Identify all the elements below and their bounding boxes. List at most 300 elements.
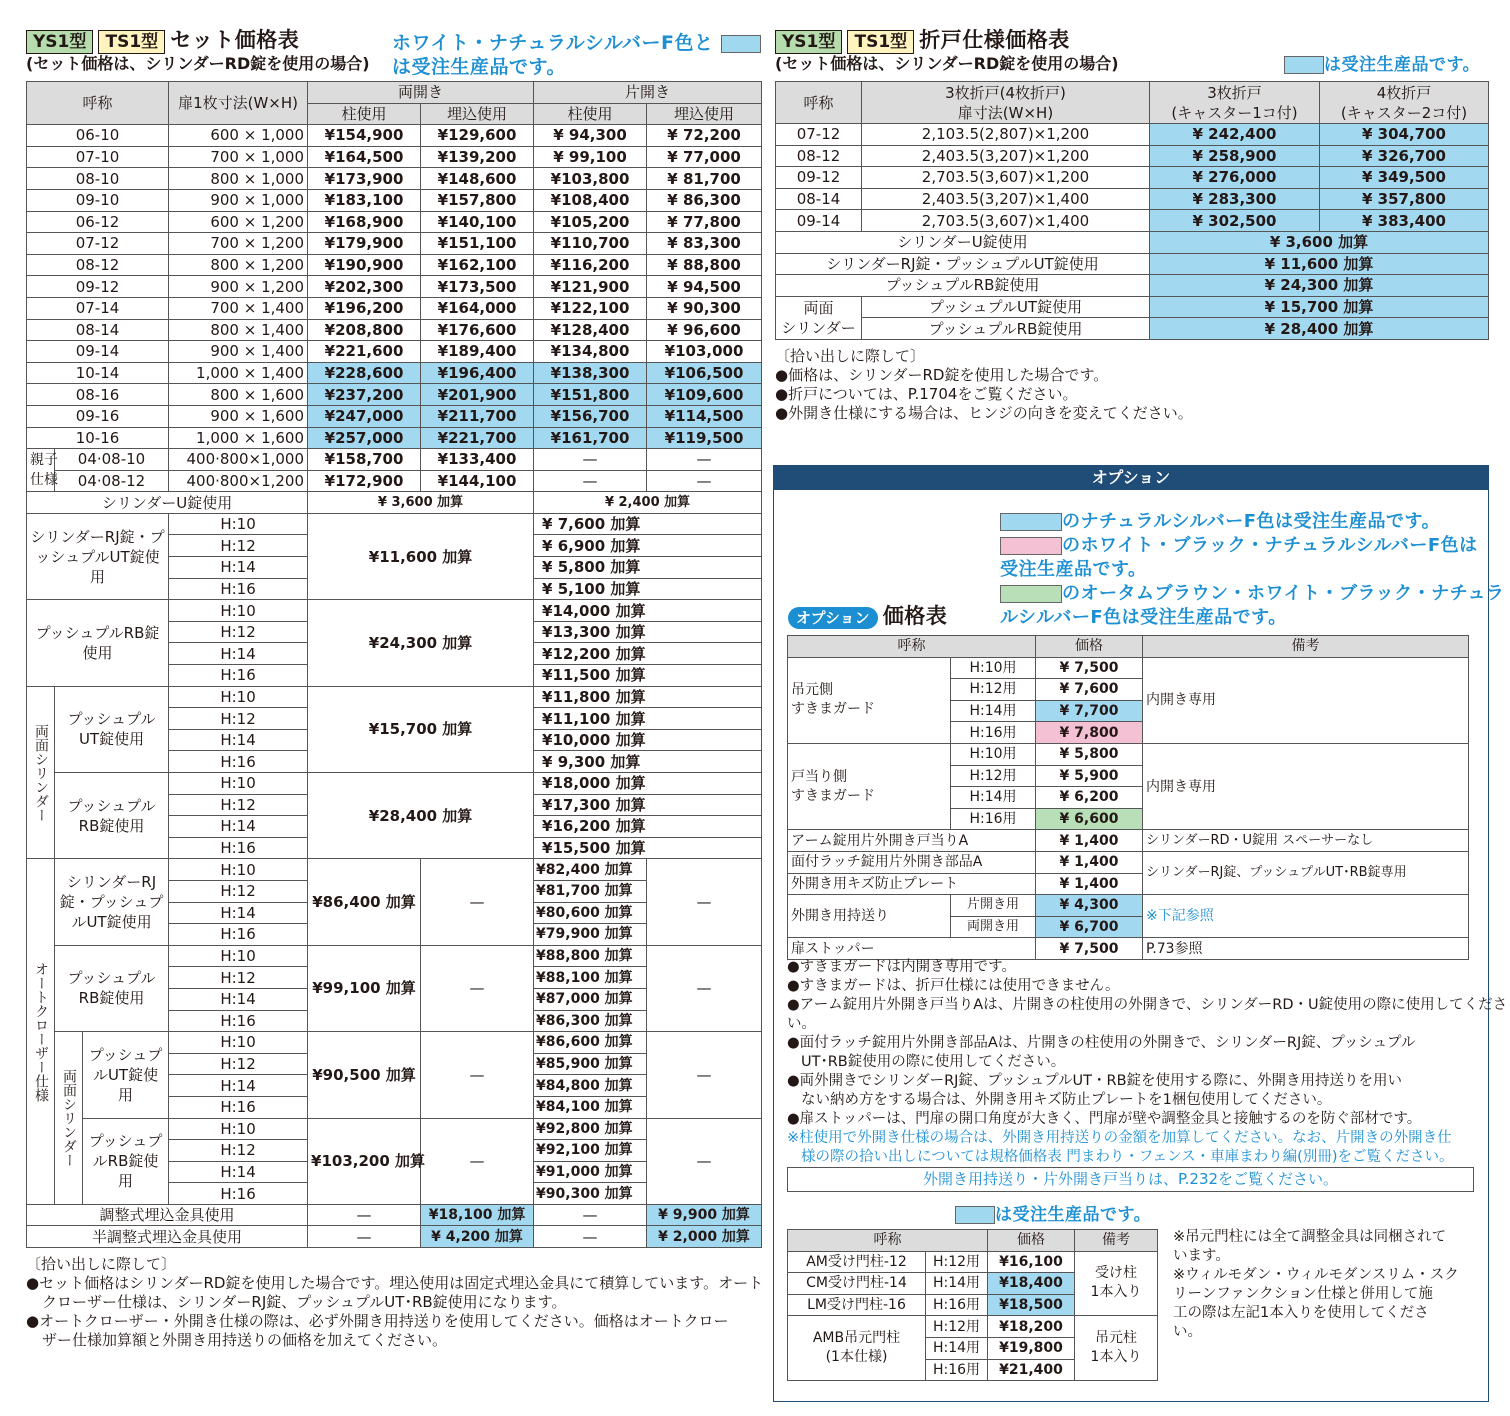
table-row bbox=[27, 686, 762, 708]
cell: 外開き用キズ防止プレート bbox=[788, 873, 1036, 895]
cell: 08-14 bbox=[776, 188, 862, 210]
cell: ¥154,900 bbox=[308, 125, 421, 147]
cell: ¥164,500 bbox=[308, 146, 421, 168]
cell: ¥18,400 bbox=[988, 1273, 1075, 1295]
table-row bbox=[776, 275, 1489, 297]
cell: ¥86,600 加算 bbox=[534, 1032, 647, 1054]
cell: H:12用 bbox=[951, 679, 1036, 701]
cell: ¥17,300 加算 bbox=[534, 794, 762, 816]
note-line: 〔拾い出しに際して〕 bbox=[26, 1255, 177, 1273]
cell: 07-12 bbox=[27, 233, 169, 255]
cell: ¥15,500 加算 bbox=[534, 837, 762, 859]
note-line: ●外開き仕様にする場合は、ヒンジの向きを変えてください。 bbox=[775, 404, 1193, 422]
cell: 2,703.5(3,607)×1,200 bbox=[862, 167, 1150, 189]
cell: ¥90,300 加算 bbox=[534, 1183, 647, 1205]
pink-swatch bbox=[1000, 537, 1062, 555]
cell: ¥88,100 加算 bbox=[534, 967, 647, 989]
left-color-note: ホワイト・ナチュラルシルバーF色と bbox=[392, 28, 761, 55]
cell: 900 × 1,400 bbox=[169, 341, 308, 363]
cell: H:16 bbox=[169, 665, 308, 687]
cell: ¥140,100 bbox=[421, 211, 534, 233]
cell: ¥133,400 bbox=[421, 449, 534, 471]
note-line: UT･RB錠使用の際に使用してください。 bbox=[801, 1054, 1066, 1070]
cell: H:10 bbox=[169, 859, 308, 881]
option-pill: オプション bbox=[788, 607, 878, 629]
cell: H:10 bbox=[169, 1032, 308, 1054]
cell: ¥161,700 bbox=[534, 427, 647, 449]
table-row bbox=[27, 384, 762, 406]
cell: H:14 bbox=[169, 988, 308, 1010]
cell: ¥ 5,800 加算 bbox=[534, 557, 762, 579]
cell: H:16 bbox=[169, 578, 308, 600]
cell: ¥15,700 加算 bbox=[308, 686, 534, 772]
cell: ¥211,700 bbox=[421, 405, 534, 427]
cell: — bbox=[308, 1204, 421, 1226]
table-row bbox=[27, 254, 762, 276]
cell: H:16用 bbox=[951, 808, 1036, 830]
cell: ¥16,200 加算 bbox=[534, 816, 762, 838]
cell: 片開き用 bbox=[951, 895, 1036, 917]
cell: H:14 bbox=[169, 643, 308, 665]
cell: H:10 bbox=[169, 686, 308, 708]
cell: ¥79,900 加算 bbox=[534, 924, 647, 946]
cell: 09-12 bbox=[27, 276, 169, 298]
cell: CM受け門柱-14 bbox=[788, 1273, 926, 1295]
col-single: 片開き bbox=[534, 82, 762, 104]
table-row bbox=[27, 297, 762, 319]
table-row bbox=[776, 253, 1489, 275]
cell: — bbox=[421, 1032, 534, 1118]
set-price-title: セット価格表 bbox=[170, 28, 300, 52]
vertical-label: 両面シリンダー bbox=[55, 1032, 83, 1205]
cell: H:14 bbox=[169, 816, 308, 838]
oyako-label: 親子 仕様 bbox=[27, 449, 55, 492]
cell: ¥85,900 加算 bbox=[534, 1053, 647, 1075]
cell: ¥ 6,700 bbox=[1036, 916, 1143, 938]
option-notes bbox=[787, 958, 1510, 1167]
cell: — bbox=[647, 449, 762, 471]
cell: ¥190,900 bbox=[308, 254, 421, 276]
table-row bbox=[776, 318, 1489, 340]
cell: ¥80,600 加算 bbox=[534, 902, 647, 924]
cell: H:16 bbox=[169, 924, 308, 946]
cell: H:12 bbox=[169, 880, 308, 902]
post-price-table bbox=[787, 1229, 1158, 1381]
group-label: シリンダーRJ錠・プッシュプルUT錠使用 bbox=[27, 513, 169, 599]
table-row bbox=[788, 1316, 1158, 1338]
cell: 900 × 1,200 bbox=[169, 276, 308, 298]
table-row bbox=[776, 296, 1489, 318]
table-row bbox=[27, 427, 762, 449]
cell: H:16 bbox=[169, 1010, 308, 1032]
ys1-tag: YS1型 bbox=[26, 30, 93, 54]
cell: ¥164,000 bbox=[421, 297, 534, 319]
cell: ¥84,800 加算 bbox=[534, 1075, 647, 1097]
cell: — bbox=[534, 470, 647, 492]
note-line: ●セット価格はシリンダーRD錠を使用した場合です。埋込使用は固定式埋込金具にて積算しています。オート bbox=[26, 1274, 764, 1292]
cell: ¥16,100 bbox=[988, 1251, 1075, 1273]
cell: ¥ 283,300 bbox=[1150, 188, 1320, 210]
note-line: ザー仕様加算額と外開き用持送りの価格を加えてください。 bbox=[42, 1331, 448, 1349]
blue-swatch bbox=[955, 1206, 995, 1224]
cell: ¥24,300 加算 bbox=[308, 600, 534, 686]
cell: ¥ 94,500 bbox=[647, 276, 762, 298]
cell: ¥ 326,700 bbox=[1320, 145, 1489, 167]
ts1-tag: TS1型 bbox=[98, 30, 165, 54]
cell: ¥ 77,000 bbox=[647, 146, 762, 168]
table-row bbox=[27, 168, 762, 190]
table-row bbox=[27, 276, 762, 298]
group-label: シリンダーRJ錠・プッシュプルUT錠使用 bbox=[55, 859, 169, 945]
note-line: います。 bbox=[1173, 1248, 1230, 1264]
cell: ¥168,900 bbox=[308, 211, 421, 233]
cell: 04·08-10 bbox=[55, 449, 169, 471]
note-line: 工の際は左記1本入りを使用してくださ bbox=[1173, 1305, 1429, 1321]
note-line: ●折戸については、P.1704をご覧ください。 bbox=[775, 385, 1078, 403]
cell: ¥176,600 bbox=[421, 319, 534, 341]
cell: ¥ 7,800 bbox=[1036, 722, 1143, 744]
group-label: プッシュプルRB錠使用 bbox=[55, 945, 169, 1031]
cell: 08-12 bbox=[776, 145, 862, 167]
table-row bbox=[776, 145, 1489, 167]
table-row bbox=[776, 231, 1489, 253]
cell: ¥105,200 bbox=[534, 211, 647, 233]
post-col-price: 価格 bbox=[988, 1230, 1075, 1252]
note-line: ●アーム錠用片外開き戸当りAは、片開きの柱使用の外開きで、シリンダーRD・U錠使用の際に使用してください。 bbox=[787, 997, 1508, 1032]
cell: ¥183,100 bbox=[308, 189, 421, 211]
cell: H:14 bbox=[169, 729, 308, 751]
cell: ¥ 2,400 加算 bbox=[534, 492, 762, 514]
cell: 07-12 bbox=[776, 124, 862, 146]
cell: ※下記参照 bbox=[1143, 895, 1469, 938]
cell: ¥119,500 bbox=[647, 427, 762, 449]
note-line: クローザー仕様は、シリンダーRJ錠、プッシュプルUT･RB錠使用になります。 bbox=[42, 1293, 567, 1311]
cell: AM受け門柱-12 bbox=[788, 1251, 926, 1273]
cell: 08-14 bbox=[27, 319, 169, 341]
cell: H:12用 bbox=[951, 765, 1036, 787]
cell: 面付ラッチ錠用片外開き部品A bbox=[788, 851, 1036, 873]
col-size: 扉1枚寸法(W×H) bbox=[169, 82, 308, 125]
cell: 06-12 bbox=[27, 211, 169, 233]
cell: ¥28,400 加算 bbox=[308, 773, 534, 859]
cell: ¥ 4,200 加算 bbox=[421, 1226, 534, 1248]
cell: ¥ 9,300 加算 bbox=[534, 751, 762, 773]
cell: ¥ 94,300 bbox=[534, 125, 647, 147]
cell: ¥84,100 加算 bbox=[534, 1096, 647, 1118]
cell: H:10 bbox=[169, 600, 308, 622]
table-row bbox=[27, 492, 762, 514]
set-price-table bbox=[26, 81, 762, 1248]
cell: ¥11,100 加算 bbox=[534, 708, 762, 730]
opt-col-price: 価格 bbox=[1036, 636, 1143, 658]
cell: ¥ 7,500 bbox=[1036, 938, 1143, 960]
cell: ¥ 7,600 bbox=[1036, 679, 1143, 701]
table-row bbox=[27, 1226, 762, 1248]
cell: ¥ 4,300 bbox=[1036, 895, 1143, 917]
cell: 2,703.5(3,607)×1,400 bbox=[862, 210, 1150, 232]
vertical-label: 両面シリンダー bbox=[27, 686, 55, 859]
cell: H:10 bbox=[169, 1118, 308, 1140]
cell: ¥196,400 bbox=[421, 362, 534, 384]
cell: ¥91,000 加算 bbox=[534, 1161, 647, 1183]
vertical-label: オートクローザー仕様 bbox=[27, 859, 55, 1205]
table-row bbox=[776, 210, 1489, 232]
cell: ¥11,600 加算 bbox=[308, 513, 534, 599]
opt-col-remark: 備考 bbox=[1143, 636, 1469, 658]
cell: ¥179,900 bbox=[308, 233, 421, 255]
fold-col-4: 4枚折戸 (キャスター2コ付) bbox=[1320, 82, 1489, 124]
cell: ¥99,100 加算 bbox=[308, 945, 421, 1031]
table-row bbox=[27, 859, 762, 881]
cell: ¥122,100 bbox=[534, 297, 647, 319]
table-row bbox=[788, 1251, 1158, 1273]
note-line: ※ウィルモダン・ウィルモダンスリム・スク bbox=[1173, 1267, 1459, 1283]
cell: ¥201,900 bbox=[421, 384, 534, 406]
cell: 10-16 bbox=[27, 427, 169, 449]
cell: 1,000 × 1,400 bbox=[169, 362, 308, 384]
cell: ¥138,300 bbox=[534, 362, 647, 384]
cell: 内開き専用 bbox=[1143, 743, 1469, 829]
cell: 900 × 1,000 bbox=[169, 189, 308, 211]
cell: プッシュプルUT錠使用 bbox=[862, 296, 1150, 318]
post-col-name: 呼称 bbox=[788, 1230, 988, 1252]
cell: ¥129,600 bbox=[421, 125, 534, 147]
right-header bbox=[775, 24, 1070, 54]
cell: H:12 bbox=[169, 967, 308, 989]
table-row bbox=[27, 341, 762, 363]
note-line: ●すきまガードは、折戸仕様には使用できません。 bbox=[787, 978, 1120, 994]
cell: ¥19,800 bbox=[988, 1337, 1075, 1359]
cell: ¥151,100 bbox=[421, 233, 534, 255]
price-table-title: 価格表 bbox=[882, 604, 948, 628]
cell: ¥ 1,400 bbox=[1036, 851, 1143, 873]
cell: ¥ 1,400 bbox=[1036, 873, 1143, 895]
group-label: プッシュプルRB錠使用 bbox=[27, 600, 169, 686]
cell: ¥173,500 bbox=[421, 276, 534, 298]
cell: アーム錠用片外開き戸当りA bbox=[788, 830, 1036, 852]
cell: ¥128,400 bbox=[534, 319, 647, 341]
cell: ¥116,200 bbox=[534, 254, 647, 276]
fold-price-title: 折戸仕様価格表 bbox=[919, 28, 1070, 52]
cell: H:10 bbox=[169, 945, 308, 967]
cell: ¥ 7,500 bbox=[1036, 657, 1143, 679]
cell: ¥ 349,500 bbox=[1320, 167, 1489, 189]
cell: ¥ 11,600 加算 bbox=[1150, 253, 1489, 275]
group-label: プッシュプルRB錠使用 bbox=[83, 1118, 169, 1204]
cell: 700 × 1,400 bbox=[169, 297, 308, 319]
cell: ¥103,800 bbox=[534, 168, 647, 190]
cell: ¥87,000 加算 bbox=[534, 988, 647, 1010]
cell: ¥172,900 bbox=[308, 470, 421, 492]
cell: — bbox=[647, 470, 762, 492]
cell: ¥18,000 加算 bbox=[534, 773, 762, 795]
cell: H:10用 bbox=[951, 743, 1036, 765]
table-row bbox=[27, 211, 762, 233]
right-color-note: は受注生産品です。 bbox=[1284, 50, 1480, 75]
cell: H:16用 bbox=[926, 1359, 988, 1381]
cell: ¥151,800 bbox=[534, 384, 647, 406]
col-name: 呼称 bbox=[27, 82, 169, 125]
fold-col-size: 3枚折戸(4枚折戸) 扉寸法(W×H) bbox=[862, 82, 1150, 124]
cell: ¥ 7,700 bbox=[1036, 700, 1143, 722]
cell: ¥ 3,600 加算 bbox=[308, 492, 534, 514]
cell: ¥ 77,800 bbox=[647, 211, 762, 233]
fold-notes bbox=[775, 347, 1193, 423]
table-row bbox=[27, 233, 762, 255]
cell: ¥108,400 bbox=[534, 189, 647, 211]
cell: 調整式埋込金具使用 bbox=[27, 1204, 308, 1226]
cell: ¥ 1,400 bbox=[1036, 830, 1143, 852]
table-row bbox=[776, 167, 1489, 189]
cell: ¥158,700 bbox=[308, 449, 421, 471]
cell: 600 × 1,200 bbox=[169, 211, 308, 233]
cell: — bbox=[534, 1204, 647, 1226]
cell: 900 × 1,600 bbox=[169, 405, 308, 427]
cell: ¥ 2,000 加算 bbox=[647, 1226, 762, 1248]
cell: 08-12 bbox=[27, 254, 169, 276]
cell: — bbox=[647, 1118, 762, 1204]
table-row bbox=[27, 405, 762, 427]
cell: ¥202,300 bbox=[308, 276, 421, 298]
cell: LM受け門柱-16 bbox=[788, 1294, 926, 1316]
cell: プッシュプルRB錠使用 bbox=[862, 318, 1150, 340]
note-line: い。 bbox=[1173, 1324, 1202, 1340]
table-row bbox=[27, 362, 762, 384]
cell: ¥81,700 加算 bbox=[534, 880, 647, 902]
group-label: AMB吊元門柱 (1本仕様) bbox=[788, 1316, 926, 1381]
blue-legend-swatch bbox=[1284, 56, 1324, 74]
note-line: ●オートクローザー・外開き仕様の際は、必ず外開き用持送りを使用してください。価格はオートクロー bbox=[26, 1312, 729, 1330]
cell: ¥18,200 bbox=[988, 1316, 1075, 1338]
fold-col-3: 3枚折戸 (キャスター1コ付) bbox=[1150, 82, 1320, 124]
group-label: プッシュプルUT錠使用 bbox=[55, 686, 169, 772]
cell: H:12用 bbox=[926, 1251, 988, 1273]
table-row bbox=[788, 830, 1469, 852]
cell: H:16 bbox=[169, 837, 308, 859]
post-legend: は受注生産品です。 bbox=[955, 1200, 1151, 1225]
note-line: ●両外開きでシリンダーRJ錠、プッシュプルUT・RB錠を使用する際に、外開き用持送りを用い bbox=[787, 1073, 1403, 1089]
cell: ¥237,200 bbox=[308, 384, 421, 406]
table-row bbox=[788, 895, 1469, 917]
cell: 800 × 1,400 bbox=[169, 319, 308, 341]
cell: 600 × 1,000 bbox=[169, 125, 308, 147]
cell: 吊元柱 1本入り bbox=[1075, 1316, 1158, 1381]
cell: ¥11,500 加算 bbox=[534, 665, 762, 687]
cell: ¥ 5,800 bbox=[1036, 743, 1143, 765]
cell: H:16用 bbox=[951, 722, 1036, 744]
cell: ¥88,800 加算 bbox=[534, 945, 647, 967]
cell: 07-10 bbox=[27, 146, 169, 168]
cell: ¥134,800 bbox=[534, 341, 647, 363]
cell: 09-10 bbox=[27, 189, 169, 211]
note-line: 〔拾い出しに際して〕 bbox=[775, 347, 926, 365]
cell: ¥144,100 bbox=[421, 470, 534, 492]
cell: ¥121,900 bbox=[534, 276, 647, 298]
col-both-pillar: 柱使用 bbox=[308, 103, 421, 125]
cell: ¥ 9,900 加算 bbox=[647, 1204, 762, 1226]
cell: シリンダーU錠使用 bbox=[776, 231, 1150, 253]
cell: ¥139,200 bbox=[421, 146, 534, 168]
table-row bbox=[776, 188, 1489, 210]
option-box-note: 外開き用持送り・片外開き戸当りは、P.232をご覧ください。 bbox=[787, 1167, 1474, 1192]
table-row bbox=[27, 449, 762, 471]
cell: ¥ 304,700 bbox=[1320, 124, 1489, 146]
cell: シリンダーRJ錠、プッシュプルUT･RB錠専用 bbox=[1143, 851, 1469, 894]
cell: 06-10 bbox=[27, 125, 169, 147]
cell: — bbox=[647, 945, 762, 1031]
cell: ¥13,300 加算 bbox=[534, 621, 762, 643]
cell: ¥ 276,000 bbox=[1150, 167, 1320, 189]
note-line: ●価格は、シリンダーRD錠を使用した場合です。 bbox=[775, 366, 1109, 384]
option-price-table bbox=[787, 635, 1469, 960]
cell: 08-16 bbox=[27, 384, 169, 406]
cell: ¥ 3,600 加算 bbox=[1150, 231, 1489, 253]
note-line: ※吊元門柱には全て調整金具は同梱されて bbox=[1173, 1229, 1447, 1245]
note-line: ない納め方をする場合は、外開き用キズ防止プレートを1梱包使用してください。 bbox=[801, 1092, 1332, 1108]
fold-col-name: 呼称 bbox=[776, 82, 862, 124]
cell: H:12 bbox=[169, 1140, 308, 1162]
cell: ¥11,800 加算 bbox=[534, 686, 762, 708]
col-both: 両開き bbox=[308, 82, 534, 104]
table-row bbox=[27, 146, 762, 168]
cell: 09-16 bbox=[27, 405, 169, 427]
left-notes bbox=[26, 1255, 763, 1350]
cell: ¥110,700 bbox=[534, 233, 647, 255]
group-label: 吊元側 すきまガード bbox=[788, 657, 951, 743]
cell: ¥18,500 bbox=[988, 1294, 1075, 1316]
cell: ¥162,100 bbox=[421, 254, 534, 276]
cell: ¥14,000 加算 bbox=[534, 600, 762, 622]
cell: H:14用 bbox=[951, 787, 1036, 809]
cell: H:14 bbox=[169, 1161, 308, 1183]
fold-price-table bbox=[775, 81, 1489, 340]
cell: 扉ストッパー bbox=[788, 938, 1036, 960]
group-label: 戸当り側 すきまガード bbox=[788, 743, 951, 829]
left-subtitle: (セット価格は、シリンダーRD錠を使用の場合) bbox=[26, 54, 370, 73]
cell: 700 × 1,200 bbox=[169, 233, 308, 255]
post-notes bbox=[1173, 1228, 1459, 1342]
blue-swatch bbox=[1000, 513, 1062, 531]
cell: ¥ 7,600 加算 bbox=[534, 513, 762, 535]
cell: ¥ 302,500 bbox=[1150, 210, 1320, 232]
cell: ¥ 81,700 bbox=[647, 168, 762, 190]
table-row bbox=[788, 743, 1469, 765]
cell: — bbox=[308, 1226, 421, 1248]
cell: 400·800×1,200 bbox=[169, 470, 308, 492]
cell: ¥ 6,200 bbox=[1036, 787, 1143, 809]
cell: ¥173,900 bbox=[308, 168, 421, 190]
cell: 10-14 bbox=[27, 362, 169, 384]
cell: H:12 bbox=[169, 794, 308, 816]
cell: 受け柱 1本入り bbox=[1075, 1251, 1158, 1316]
cell: ¥109,600 bbox=[647, 384, 762, 406]
table-row bbox=[27, 1118, 762, 1140]
table-row bbox=[27, 189, 762, 211]
cell: ¥12,200 加算 bbox=[534, 643, 762, 665]
cell: H:14用 bbox=[926, 1337, 988, 1359]
col-single-pillar: 柱使用 bbox=[534, 103, 647, 125]
cell: ¥ 6,900 加算 bbox=[534, 535, 762, 557]
cell: ¥86,400 加算 bbox=[308, 859, 421, 945]
cell: — bbox=[647, 859, 762, 945]
cell: — bbox=[647, 1032, 762, 1118]
cell: H:16 bbox=[169, 1096, 308, 1118]
col-both-embed: 埋込使用 bbox=[421, 103, 534, 125]
cell: 09-14 bbox=[27, 341, 169, 363]
table-row bbox=[27, 600, 762, 622]
group-label: プッシュプルRB錠使用 bbox=[55, 773, 169, 859]
cell: シリンダーRJ錠・プッシュプルUT錠使用 bbox=[776, 253, 1150, 275]
